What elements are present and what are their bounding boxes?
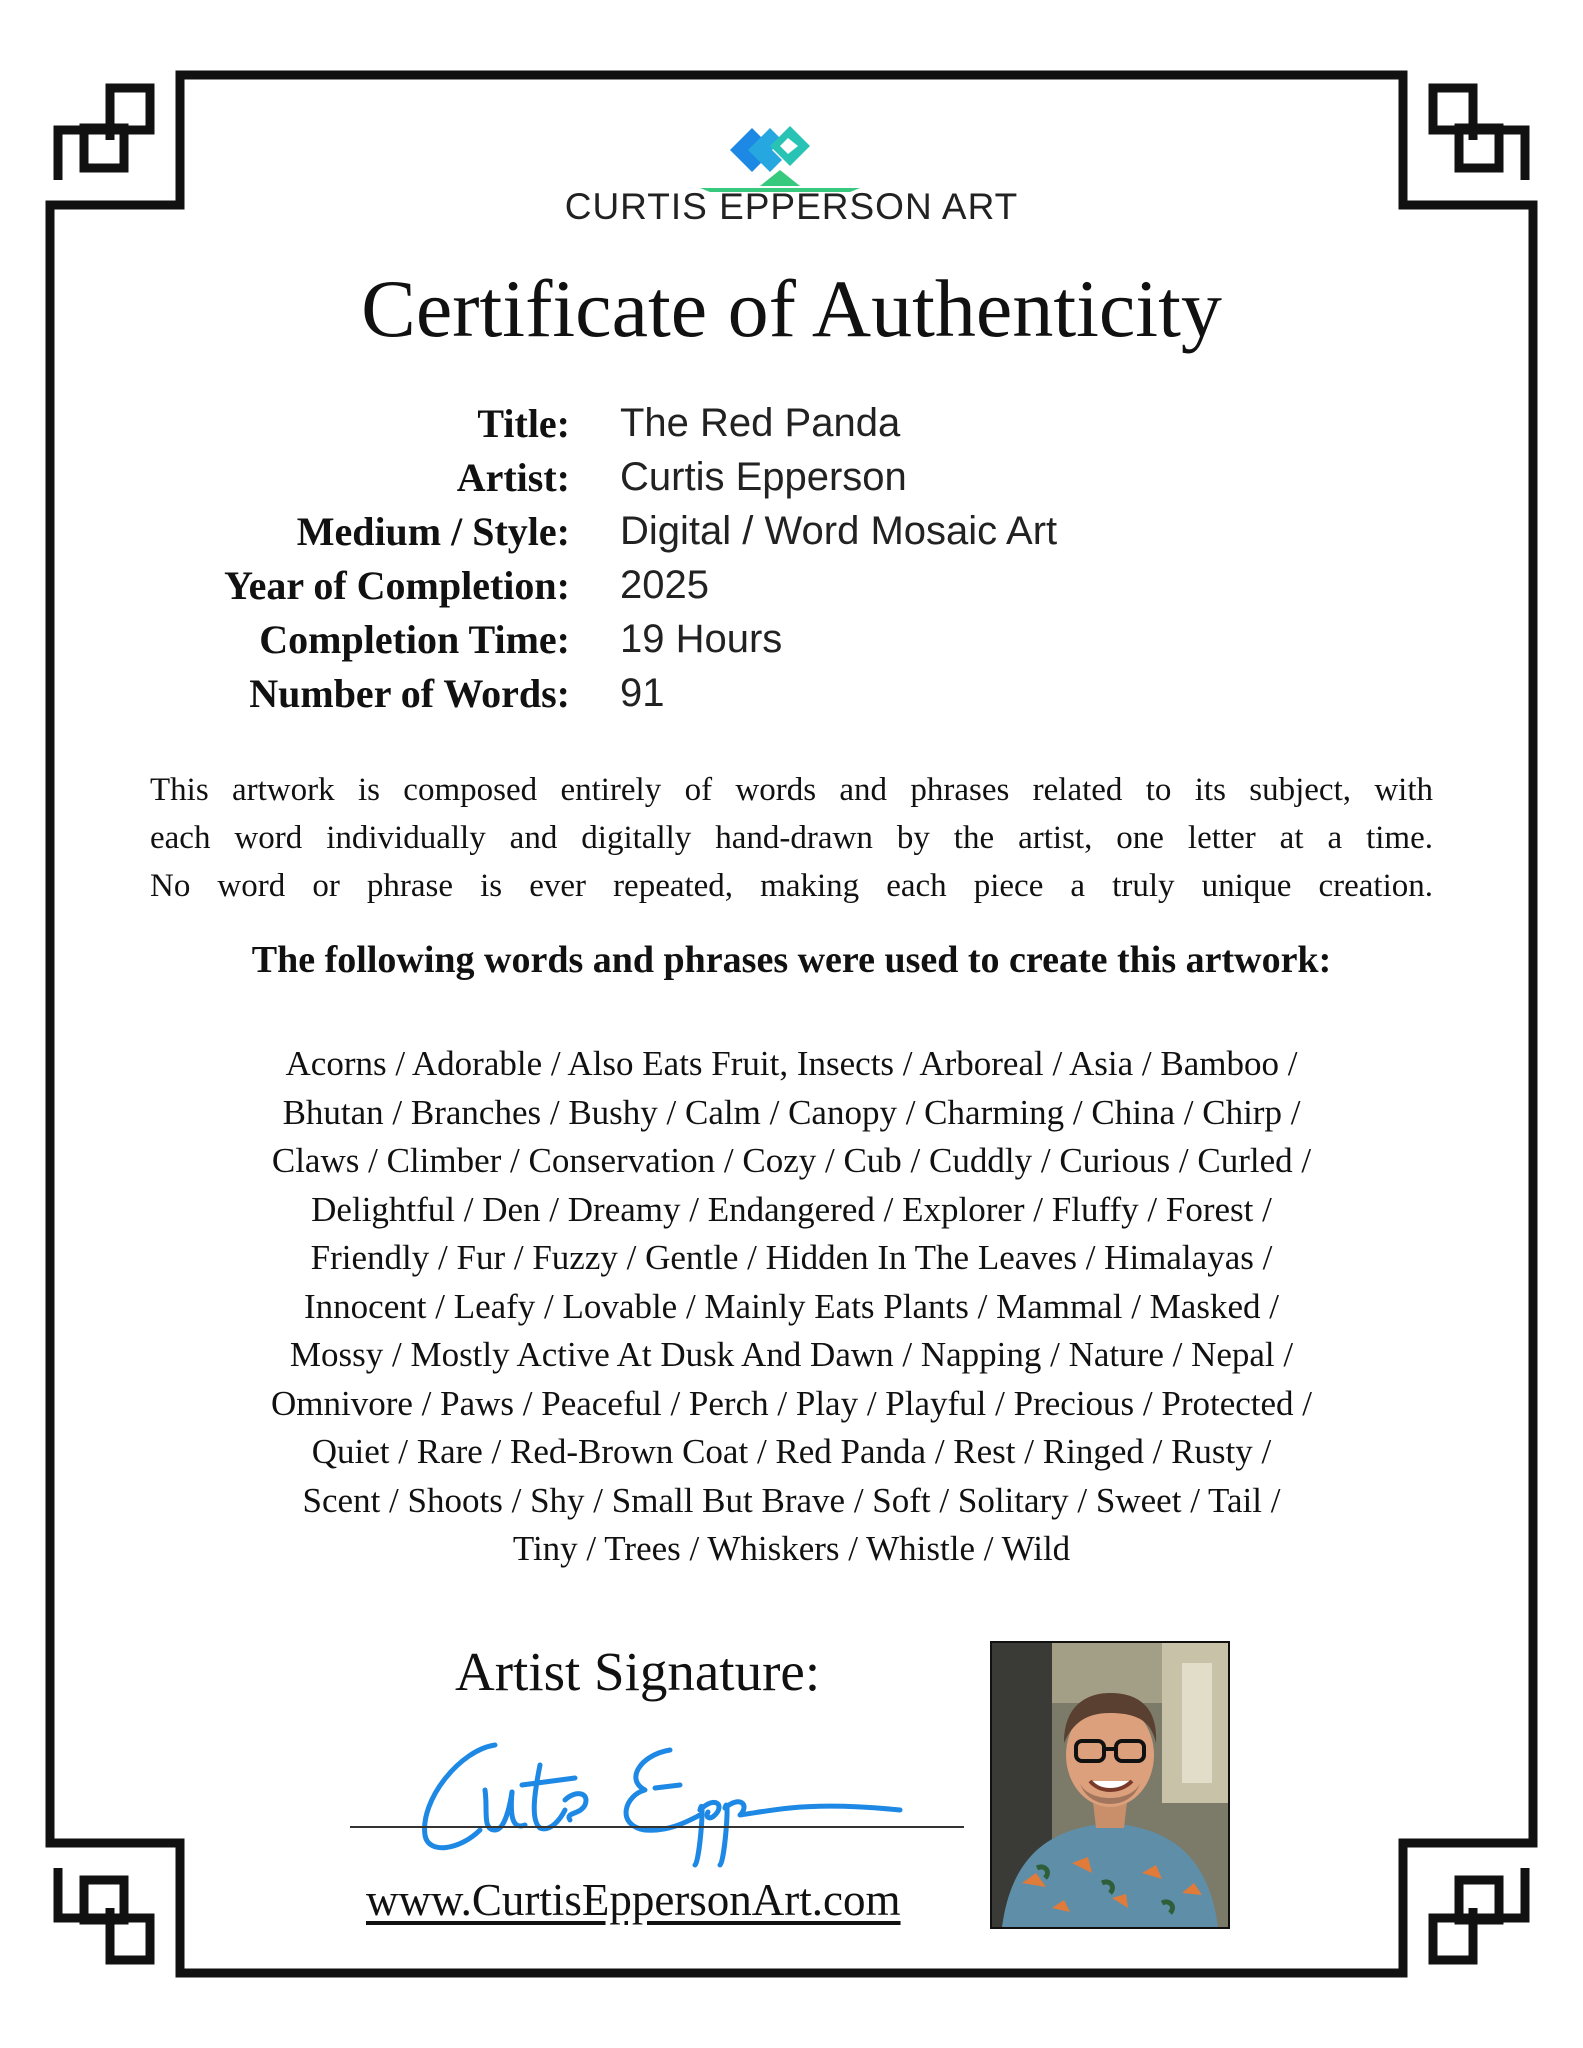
artwork-details: [150, 396, 1300, 720]
page-title: Certificate of Authenticity: [361, 263, 1222, 354]
detail-label: Title:: [477, 400, 570, 446]
word-list-line: Delightful / Den / Dreamy / Endangered / Explorer / Fluffy / Forest /: [311, 1189, 1272, 1229]
website-link[interactable]: www.CurtisEppersonArt.com: [366, 1875, 901, 1925]
description-line: This artwork is composed entirely of words and phrases related to its subject, with: [150, 772, 1433, 808]
description-line: each word individually and digitally hand-drawn by the artist, one letter at a time.: [150, 820, 1433, 856]
detail-label: Artist:: [456, 454, 570, 500]
detail-label: Number of Words:: [249, 670, 570, 716]
artist-signature: [400, 1720, 920, 1870]
detail-label: Year of Completion:: [224, 562, 570, 608]
detail-row-year: [150, 558, 1300, 612]
detail-value: 91: [620, 670, 665, 715]
word-list-line: Bhutan / Branches / Bushy / Calm / Canopy / Charming / China / Chirp /: [282, 1092, 1301, 1132]
words-heading: The following words and phrases were used to create this artwork:: [251, 939, 1332, 981]
word-list-line: Mossy / Mostly Active At Dusk And Dawn / Napping / Nature / Nepal /: [289, 1335, 1294, 1374]
brand-logo-icon: [700, 118, 860, 196]
detail-value: Digital / Word Mosaic Art: [620, 508, 1058, 553]
detail-row-artist: [150, 450, 1300, 504]
word-list-line: Friendly / Fur / Fuzzy / Gentle / Hidden In The Leaves / Himalayas /: [310, 1238, 1273, 1277]
detail-label: Completion Time:: [259, 616, 570, 662]
detail-row-words: [150, 666, 1300, 720]
word-list-line: Claws / Climber / Conservation / Cozy / Cub / Cuddly / Curious / Curled /: [271, 1141, 1312, 1180]
word-list: [120, 1040, 1463, 1574]
corner-ornament-top-right: [1433, 88, 1525, 180]
detail-label: Medium / Style:: [296, 508, 570, 554]
word-list-line: Acorns / Adorable / Also Eats Fruit, Insects / Arboreal / Asia / Bamboo /: [285, 1044, 1298, 1083]
detail-value: Curtis Epperson: [620, 454, 907, 499]
artist-photo: [990, 1641, 1230, 1929]
brand-name: CURTIS EPPERSON ART: [564, 186, 1019, 227]
word-list-line: Quiet / Rare / Red-Brown Coat / Red Panda / Rest / Ringed / Rusty /: [311, 1432, 1272, 1471]
description-paragraph: [150, 766, 1433, 910]
corner-ornament-top-left: [58, 88, 150, 180]
word-list-line: Omnivore / Paws / Peaceful / Perch / Play / Playful / Precious / Protected /: [270, 1383, 1313, 1423]
word-list-line: Innocent / Leafy / Lovable / Mainly Eats Plants / Mammal / Masked /: [304, 1286, 1279, 1326]
detail-value: The Red Panda: [620, 400, 901, 445]
corner-ornament-bottom-right: [1433, 1868, 1525, 1960]
detail-row-medium: [150, 504, 1300, 558]
corner-ornament-bottom-left: [58, 1868, 150, 1960]
signature-line: [350, 1826, 964, 1828]
detail-row-title: [150, 396, 1300, 450]
word-list-line: Scent / Shoots / Shy / Small But Brave / Soft / Solitary / Sweet / Tail /: [302, 1480, 1281, 1520]
word-list-line: Tiny / Trees / Whiskers / Whistle / Wild: [512, 1529, 1071, 1568]
detail-value: 19 Hours: [620, 616, 783, 661]
description-line: No word or phrase is ever repeated, making each piece a truly unique creation.: [150, 868, 1433, 904]
detail-value: 2025: [620, 562, 709, 607]
signature-label: Artist Signature:: [455, 1641, 821, 1702]
detail-row-time: [150, 612, 1300, 666]
